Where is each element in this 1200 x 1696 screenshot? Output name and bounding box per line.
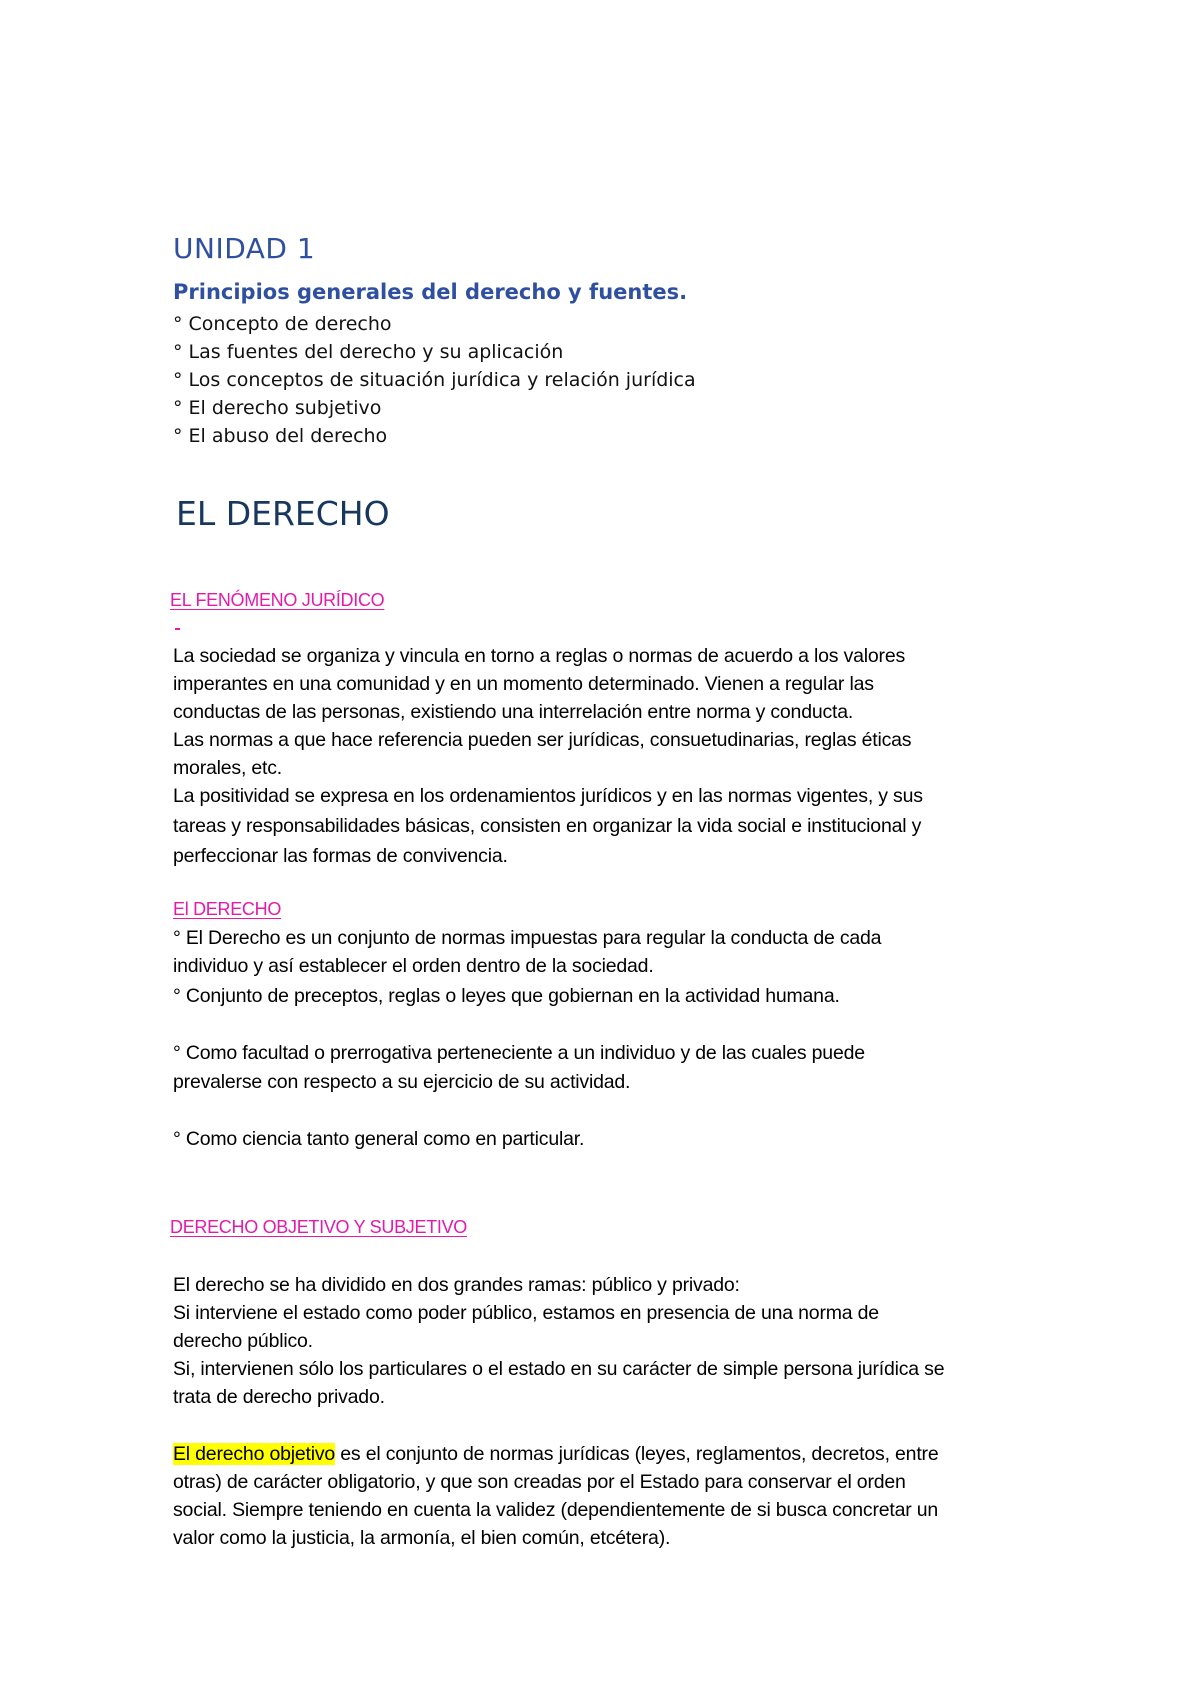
paragraph-line: ° Como facultad o prerrogativa perteneciente a un individuo y de las cuales puede	[173, 1042, 865, 1064]
heading-fenomeno-juridico: EL FENÓMENO JURÍDICO	[170, 590, 385, 610]
paragraph-line: Las normas a que hace referencia pueden ser jurídicas, consuetudinarias, reglas éticas	[173, 729, 912, 751]
paragraph-line: valor como la justicia, la armonía, el bien común, etcétera).	[173, 1527, 671, 1549]
topic-item: ° Los conceptos de situación jurídica y relación jurídica	[173, 369, 696, 391]
paragraph-line: La sociedad se organiza y vincula en torno a reglas o normas de acuerdo a los valores	[173, 645, 906, 667]
topic-item: ° Concepto de derecho	[173, 313, 392, 335]
paragraph-line: ° Conjunto de preceptos, reglas o leyes que gobiernan en la actividad humana.	[173, 985, 840, 1007]
paragraph-line: tareas y responsabilidades básicas, consisten en organizar la vida social e institucional y	[173, 815, 922, 837]
paragraph-line: ° Como ciencia tanto general como en particular.	[173, 1128, 585, 1150]
paragraph-line: El derecho se ha dividido en dos grandes ramas: público y privado:	[173, 1274, 740, 1296]
highlighted-term: El derecho objetivo	[173, 1443, 336, 1465]
paragraph-line: Si, intervienen sólo los particulares o el estado en su carácter de simple persona jurídica se	[173, 1358, 945, 1380]
paragraph-line: morales, etc.	[173, 757, 283, 779]
paragraph-line: prevalerse con respecto a su ejercicio de su actividad.	[173, 1071, 631, 1093]
paragraph-line: otras) de carácter obligatorio, y que son creadas por el Estado para conservar el orden	[173, 1471, 906, 1493]
paragraph-line: conductas de las personas, existiendo una interrelación entre norma y conducta.	[173, 701, 854, 723]
heading-dash-mark	[175, 628, 180, 630]
unit-title: UNIDAD 1	[173, 232, 316, 265]
paragraph-line: ° El Derecho es un conjunto de normas impuestas para regular la conducta de cada	[173, 927, 882, 949]
paragraph-line: Si interviene el estado como poder público, estamos en presencia de una norma de	[173, 1302, 879, 1324]
topic-item: ° El derecho subjetivo	[173, 397, 382, 419]
heading-el-derecho: El DERECHO	[173, 899, 282, 919]
unit-subtitle: Principios generales del derecho y fuentes.	[173, 280, 688, 304]
paragraph-line: imperantes en una comunidad y en un momento determinado. Vienen a regular las	[173, 673, 874, 695]
definition-text: es el conjunto de normas jurídicas (leyes, reglamentos, decretos, entre	[335, 1443, 939, 1465]
paragraph-line: derecho público.	[173, 1330, 313, 1352]
paragraph-line: La positividad se expresa en los ordenamientos jurídicos y en las normas vigentes, y sus	[173, 785, 923, 807]
topic-item: ° Las fuentes del derecho y su aplicación	[173, 341, 564, 363]
paragraph-line: social. Siempre teniendo en cuenta la validez (dependientemente de si busca concretar un	[173, 1499, 939, 1521]
paragraph-line: perfeccionar las formas de convivencia.	[173, 845, 508, 867]
paragraph-line: trata de derecho privado.	[173, 1386, 385, 1408]
paragraph-line: individuo y así establecer el orden dentro de la sociedad.	[173, 955, 654, 977]
definition-line	[173, 1443, 938, 1466]
section-title: EL DERECHO	[176, 494, 390, 533]
heading-derecho-objetivo-subjetivo: DERECHO OBJETIVO Y SUBJETIVO	[170, 1217, 468, 1237]
topic-item: ° El abuso del derecho	[173, 425, 388, 447]
